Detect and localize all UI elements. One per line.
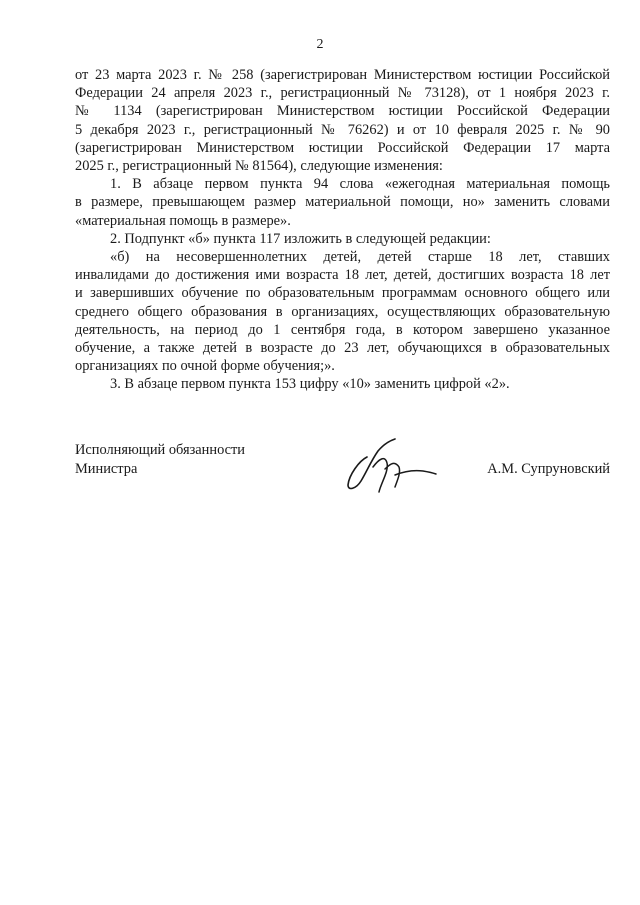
text-line: деятельность, на период до 1 сентября года, в котором завершено указанное — [75, 321, 610, 338]
document-body — [75, 66, 610, 394]
text-line: Федерации 24 апреля 2023 г., регистрационный № 73128), от 1 ноября 2023 г. — [75, 85, 610, 102]
text-line: в размере, превышающем размер материальной помощи, но» заменить словами — [75, 194, 610, 211]
text-line: от 23 марта 2023 г. № 258 (зарегистрирован Министерством юстиции Российской — [75, 67, 610, 83]
text-line: № 1134 (зарегистрирован Министерством юстиции Российской Федерации — [75, 103, 610, 120]
item-2-paragraph — [75, 230, 610, 248]
signatory-name: А.М. Супруновский — [487, 461, 610, 477]
text-line: 2. Подпункт «б» пункта 117 изложить в следующей редакции: — [110, 230, 491, 247]
text-line: «б) на несовершеннолетних детей, детей старше 18 лет, ставших — [110, 249, 610, 266]
item-1-paragraph — [75, 175, 610, 230]
text-line: организациях по очной форме обучения;». — [75, 358, 335, 375]
signatory-title-line: Министра — [75, 460, 138, 477]
item-3-paragraph — [75, 375, 610, 393]
signatory-title-line: Исполняющий обязанности — [75, 442, 246, 458]
page-number: 2 — [316, 37, 324, 52]
signatory-title — [75, 441, 245, 478]
text-line: «материальная помощь в размере». — [75, 212, 291, 229]
text-line: 1. В абзаце первом пункта 94 слова «ежегодная материальная помощь — [110, 176, 610, 193]
text-line: инвалидами до достижения ими возраста 18 лет, детей, достигших возраста 18 лет — [75, 267, 610, 284]
text-line: 5 декабря 2023 г., регистрационный № 76262) и от 10 февраля 2025 г. № 90 — [75, 121, 610, 138]
intro-paragraph — [75, 66, 610, 175]
quoted-subparagraph — [75, 248, 610, 375]
handwritten-signature — [343, 437, 438, 495]
text-line: 2025 г., регистрационный № 81564), следующие изменения: — [75, 158, 443, 175]
text-line: среднего общего образования в организациях, осуществляющих образовательную — [75, 303, 610, 320]
text-line: (зарегистрирован Министерством юстиции Российской Федерации 17 марта — [75, 139, 610, 156]
text-line: 3. В абзаце первом пункта 153 цифру «10» заменить цифрой «2». — [110, 376, 510, 393]
text-line: обучение, а также детей в возрасте до 23 лет, обучающихся в образовательных — [75, 340, 610, 357]
text-line: и завершивших обучение по образовательным программам основного общего или — [75, 285, 610, 302]
